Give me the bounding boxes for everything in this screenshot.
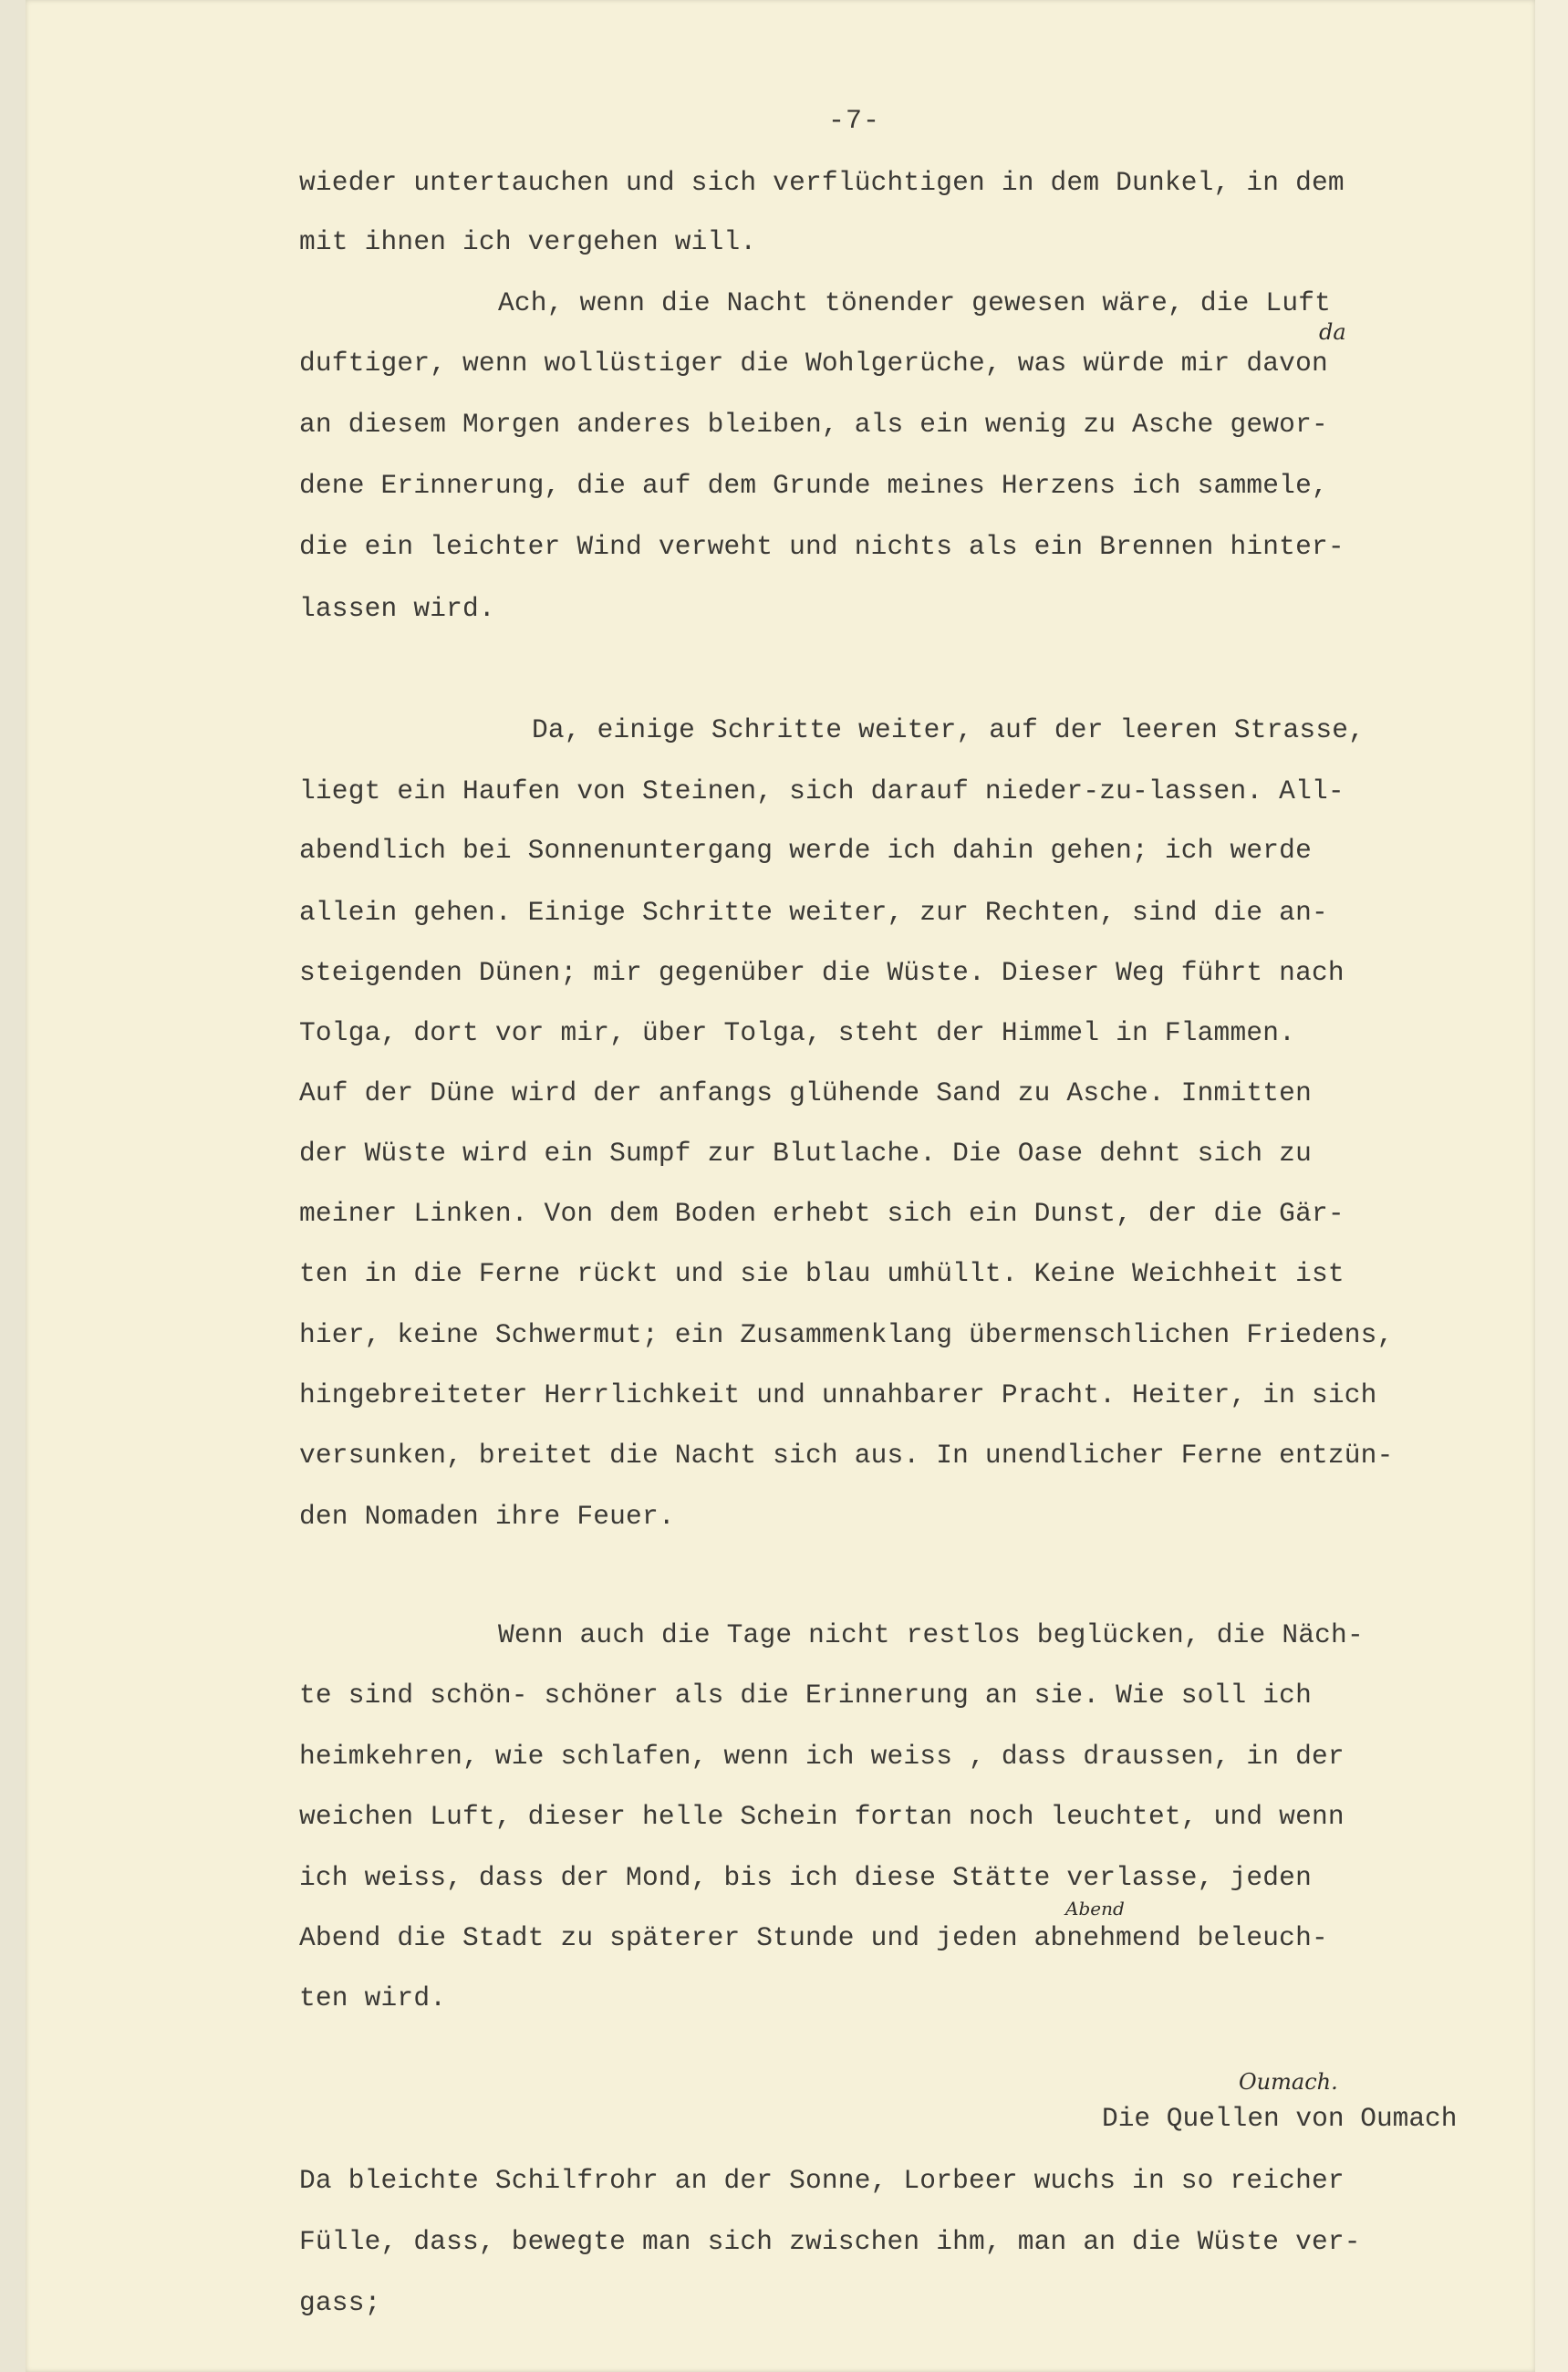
text-line: der Wüste wird ein Sumpf zur Blutlache. Die Oase dehnt sich zu (299, 1138, 1312, 1169)
text-line: mit ihnen ich vergehen will. (299, 226, 757, 257)
text-line: Da bleichte Schilfrohr an der Sonne, Lorbeer wuchs in so reicher (299, 2165, 1345, 2196)
section-heading: Die Quellen von Oumach (1102, 2103, 1458, 2134)
handwritten-insert-oumach: Oumach. (1239, 2069, 1338, 2095)
text-line: Fülle, dass, bewegte man sich zwischen ihm, man an die Wüste ver- (299, 2226, 1361, 2257)
page-edge (1535, 0, 1568, 2372)
text-line: meiner Linken. Von dem Boden erhebt sich ein Dunst, der die Gär- (299, 1198, 1345, 1229)
text-line: lassen wird. (299, 593, 495, 624)
page-number: -7- (828, 106, 881, 137)
text-line: steigenden Dünen; mir gegenüber die Wüste. Dieser Weg führt nach (299, 957, 1345, 988)
text-line: hingebreiteter Herrlichkeit und unnahbarer Pracht. Heiter, in sich (299, 1379, 1377, 1410)
text-line: Wenn auch die Tage nicht restlos beglücken, die Näch- (498, 1619, 1364, 1650)
text-line: allein gehen. Einige Schritte weiter, zur Rechten, sind die an- (299, 897, 1328, 928)
text-line: dene Erinnerung, die auf dem Grunde meines Herzens ich sammele, (299, 470, 1328, 501)
text-line: hier, keine Schwermut; ein Zusammenklang übermenschlichen Friedens, (299, 1319, 1394, 1350)
text-line: weichen Luft, dieser helle Schein fortan noch leuchtet, und wenn (299, 1801, 1345, 1832)
text-line: ten in die Ferne rückt und sie blau umhüllt. Keine Weichheit ist (299, 1258, 1345, 1289)
text-line: wieder untertauchen und sich verflüchtigen in dem Dunkel, in dem (299, 167, 1345, 198)
text-line: liegt ein Haufen von Steinen, sich darauf nieder-zu-lassen. All- (299, 775, 1345, 806)
text-line: die ein leichter Wind verweht und nichts als ein Brennen hinter- (299, 531, 1345, 562)
text-line: abendlich bei Sonnenuntergang werde ich dahin gehen; ich werde (299, 835, 1312, 866)
text-line: heimkehren, wie schlafen, wenn ich weiss , dass draussen, in der (299, 1741, 1345, 1772)
text-line: ich weiss, dass der Mond, bis ich diese Stätte verlasse, jeden (299, 1862, 1312, 1893)
typewritten-page (26, 0, 1535, 2372)
text-line: versunken, breitet die Nacht sich aus. In unendlicher Ferne entzün- (299, 1440, 1394, 1471)
text-line: Da, einige Schritte weiter, auf der leeren Strasse, (532, 714, 1366, 745)
text-line: duftiger, wenn wollüstiger die Wohlgerüche, was würde mir davon (299, 348, 1328, 379)
handwritten-insert-abend: Abend (1065, 1898, 1125, 1919)
text-line: Auf der Düne wird der anfangs glühende Sand zu Asche. Inmitten (299, 1077, 1312, 1108)
handwritten-insert-davon: da (1319, 319, 1346, 345)
text-line: den Nomaden ihre Feuer. (299, 1501, 675, 1532)
text-line: gass; (299, 2287, 381, 2318)
text-line: an diesem Morgen anderes bleiben, als ein wenig zu Asche gewor- (299, 409, 1328, 440)
text-line: Ach, wenn die Nacht tönender gewesen wäre, die Luft (498, 287, 1332, 318)
text-line: te sind schön- schöner als die Erinnerung an sie. Wie soll ich (299, 1680, 1312, 1711)
text-line: ten wird. (299, 1982, 447, 2013)
text-line: Tolga, dort vor mir, über Tolga, steht der Himmel in Flammen. (299, 1017, 1296, 1048)
text-line: Abend die Stadt zu späterer Stunde und jeden abnehmend beleuch- (299, 1922, 1328, 1953)
